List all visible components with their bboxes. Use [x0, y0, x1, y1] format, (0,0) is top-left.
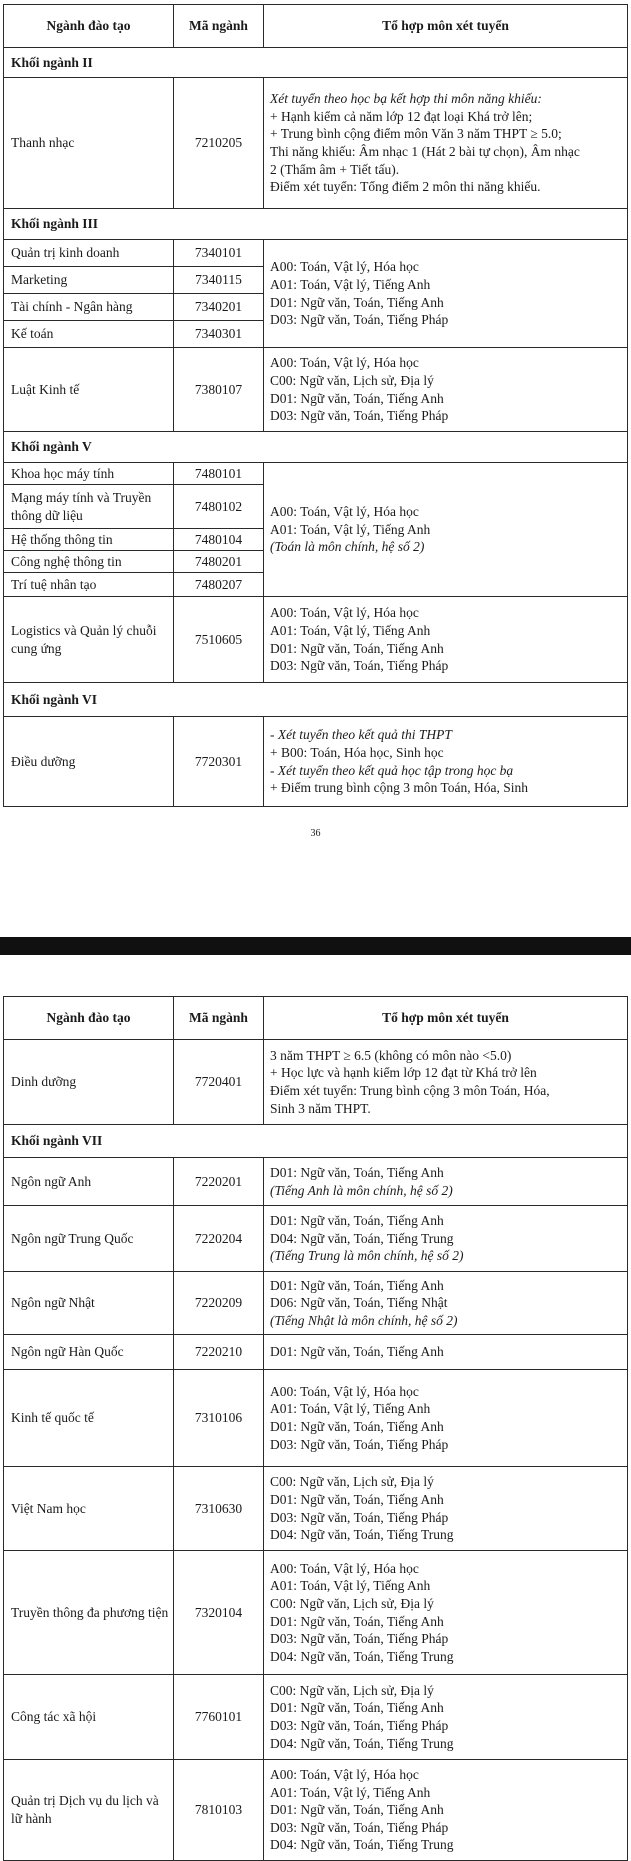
table-row	[4, 1467, 628, 1551]
criteria-line: Thi năng khiếu: Âm nhạc 1 (Hát 2 bài tự chọn), Âm nhạc	[270, 144, 580, 159]
combo-line: D03: Ngữ văn, Toán, Tiếng Pháp	[270, 1509, 449, 1525]
combo-line: A01: Toán, Vật lý, Tiếng Anh	[270, 276, 431, 292]
criteria-line: Điểm xét tuyển: Trung bình cộng 3 môn Toán, Hóa,	[270, 1083, 550, 1098]
combo-note: (Tiếng Anh là môn chính, hệ số 2)	[270, 1182, 453, 1198]
combo-line: D01: Ngữ văn, Toán, Tiếng Anh	[270, 1164, 444, 1180]
header-combination: Tổ hợp môn xét tuyển	[264, 997, 628, 1040]
major-code: 7340115	[174, 267, 264, 294]
table-row	[4, 463, 628, 485]
group-title: Khối ngành VII	[4, 1125, 628, 1158]
criteria-line: + Hạnh kiểm cả năm lớp 12 đạt loại Khá trở lên;	[270, 108, 533, 124]
admission-table-page-36	[3, 4, 628, 807]
combo-line: D01: Ngữ văn, Toán, Tiếng Anh	[270, 1344, 444, 1360]
table-row	[4, 1272, 628, 1335]
major-name: Tài chính - Ngân hàng	[4, 294, 174, 321]
criteria-line: - Xét tuyển theo kết quả học tập trong học bạ	[270, 762, 514, 778]
major-code: 7380107	[174, 348, 264, 432]
group-row	[4, 48, 628, 78]
combo-line: D01: Ngữ văn, Toán, Tiếng Anh	[270, 1613, 444, 1629]
major-code: 7320104	[174, 1551, 264, 1675]
subject-combinations	[264, 1206, 628, 1272]
combo-line: D01: Ngữ văn, Toán, Tiếng Anh	[270, 1419, 444, 1434]
table-row	[4, 1675, 628, 1760]
major-name: Điều dưỡng	[4, 717, 174, 807]
combo-line: A01: Toán, Vật lý, Tiếng Anh	[270, 1401, 431, 1417]
subject-combinations	[264, 348, 628, 432]
group-row	[4, 209, 628, 240]
combo-line: D03: Ngữ văn, Toán, Tiếng Pháp	[270, 408, 449, 424]
table-row	[4, 1040, 628, 1125]
combo-line: D06: Ngữ văn, Toán, Tiếng Nhật	[270, 1295, 448, 1311]
combo-line: D03: Ngữ văn, Toán, Tiếng Pháp	[270, 312, 449, 328]
major-name: Khoa học máy tính	[4, 463, 174, 485]
subject-combinations	[264, 1467, 628, 1551]
major-code: 7810103	[174, 1760, 264, 1861]
combo-line: D04: Ngữ văn, Toán, Tiếng Trung	[270, 1837, 454, 1853]
page-divider	[0, 937, 631, 955]
criteria-line: 2 (Thẩm âm + Tiết tấu).	[270, 161, 400, 177]
table-header-row	[4, 5, 628, 48]
table-row	[4, 1760, 628, 1861]
table-header-row	[4, 997, 628, 1040]
subject-combinations	[264, 1335, 628, 1370]
header-code: Mã ngành	[174, 5, 264, 48]
group-row	[4, 683, 628, 717]
combo-line: D01: Ngữ văn, Toán, Tiếng Anh	[270, 1277, 444, 1293]
criteria-line: + Điểm trung bình cộng 3 môn Toán, Hóa, Sinh	[270, 780, 529, 796]
table-row	[4, 1370, 628, 1467]
major-code: 7310630	[174, 1467, 264, 1551]
combo-line: D03: Ngữ văn, Toán, Tiếng Pháp	[270, 658, 449, 674]
criteria-line: Xét tuyển theo học bạ kết hợp thi môn năng khiếu:	[270, 91, 542, 107]
major-name: Hệ thống thông tin	[4, 529, 174, 551]
subject-combinations	[264, 1370, 628, 1467]
combo-line: A01: Toán, Vật lý, Tiếng Anh	[270, 521, 431, 537]
major-code: 7220204	[174, 1206, 264, 1272]
page-number: 36	[310, 828, 321, 839]
combo-line: A00: Toán, Vật lý, Hóa học	[270, 259, 419, 275]
criteria-line: + Trung bình cộng điểm môn Văn 3 năm THPT ≥ 5.0;	[270, 126, 562, 142]
criteria-line: - Xét tuyển theo kết quả thi THPT	[270, 727, 452, 743]
combo-line: D04: Ngữ văn, Toán, Tiếng Trung	[270, 1230, 454, 1246]
group-title: Khối ngành II	[4, 48, 628, 78]
combo-line: A00: Toán, Vật lý, Hóa học	[270, 504, 419, 520]
combo-line: A01: Toán, Vật lý, Tiếng Anh	[270, 622, 431, 638]
combo-line: A00: Toán, Vật lý, Hóa học	[270, 605, 419, 621]
combo-line: D04: Ngữ văn, Toán, Tiếng Trung	[270, 1735, 454, 1751]
combo-line: C00: Ngữ văn, Lịch sử, Địa lý	[270, 1474, 434, 1490]
table-row	[4, 1551, 628, 1675]
combo-line: D01: Ngữ văn, Toán, Tiếng Anh	[270, 1802, 444, 1818]
combo-line: A01: Toán, Vật lý, Tiếng Anh	[270, 1784, 431, 1800]
subject-combinations	[264, 463, 628, 597]
subject-combinations	[264, 1675, 628, 1760]
major-name: Kế toán	[4, 321, 174, 348]
major-name: Dinh dưỡng	[4, 1040, 174, 1125]
group-row	[4, 1125, 628, 1158]
major-name: Truyền thông đa phương tiện	[4, 1551, 174, 1675]
combo-line: D04: Ngữ văn, Toán, Tiếng Trung	[270, 1527, 454, 1543]
table-row	[4, 348, 628, 432]
combo-line: D01: Ngữ văn, Toán, Tiếng Anh	[270, 294, 444, 310]
combo-note: (Tiếng Trung là môn chính, hệ số 2)	[270, 1248, 464, 1264]
combo-line: A00: Toán, Vật lý, Hóa học	[270, 1560, 419, 1576]
major-name: Ngôn ngữ Anh	[4, 1158, 174, 1206]
major-code: 7340201	[174, 294, 264, 321]
admission-criteria	[264, 1040, 628, 1125]
combo-line: D01: Ngữ văn, Toán, Tiếng Anh	[270, 640, 444, 656]
combo-line: C00: Ngữ văn, Lịch sử, Địa lý	[270, 1595, 434, 1611]
combo-line: C00: Ngữ văn, Lịch sử, Địa lý	[270, 372, 434, 388]
major-code: 7480101	[174, 463, 264, 485]
admission-criteria	[264, 717, 628, 807]
major-code: 7480201	[174, 551, 264, 573]
major-name: Thanh nhạc	[4, 78, 174, 209]
combo-line: D03: Ngữ văn, Toán, Tiếng Pháp	[270, 1819, 449, 1835]
combo-line: D01: Ngữ văn, Toán, Tiếng Anh	[270, 1213, 444, 1229]
criteria-line: Điểm xét tuyển: Tổng điểm 2 môn thi năng khiếu.	[270, 179, 541, 195]
subject-combinations	[264, 240, 628, 348]
major-code: 7340301	[174, 321, 264, 348]
subject-combinations	[264, 1760, 628, 1861]
header-combination: Tổ hợp môn xét tuyển	[264, 5, 628, 48]
table-row	[4, 1158, 628, 1206]
major-name: Ngôn ngữ Trung Quốc	[4, 1206, 174, 1272]
table-row	[4, 1206, 628, 1272]
major-name: Quản trị kinh doanh	[4, 240, 174, 267]
combo-line: A01: Toán, Vật lý, Tiếng Anh	[270, 1578, 431, 1594]
major-name: Logistics và Quản lý chuỗi cung ứng	[4, 597, 174, 683]
combo-line: D01: Ngữ văn, Toán, Tiếng Anh	[270, 1491, 444, 1507]
combo-line: D01: Ngữ văn, Toán, Tiếng Anh	[270, 1700, 444, 1716]
combo-line: D03: Ngữ văn, Toán, Tiếng Pháp	[270, 1631, 449, 1647]
major-code: 7220201	[174, 1158, 264, 1206]
major-code: 7480102	[174, 485, 264, 529]
subject-combinations	[264, 1272, 628, 1335]
major-code: 7760101	[174, 1675, 264, 1760]
combo-line: D03: Ngữ văn, Toán, Tiếng Pháp	[270, 1718, 449, 1733]
major-code: 7310106	[174, 1370, 264, 1467]
combo-line: A00: Toán, Vật lý, Hóa học	[270, 1383, 419, 1399]
group-row	[4, 432, 628, 463]
header-major: Ngành đào tạo	[4, 997, 174, 1040]
subject-combinations	[264, 1158, 628, 1206]
major-name: Quản trị Dịch vụ du lịch và lữ hành	[4, 1760, 174, 1861]
major-name: Công tác xã hội	[4, 1675, 174, 1760]
major-name: Luật Kinh tế	[4, 348, 174, 432]
combo-line: C00: Ngữ văn, Lịch sử, Địa lý	[270, 1682, 434, 1698]
major-name: Công nghệ thông tin	[4, 551, 174, 573]
subject-combinations	[264, 597, 628, 683]
major-code: 7210205	[174, 78, 264, 209]
major-code: 7720401	[174, 1040, 264, 1125]
major-code: 7340101	[174, 240, 264, 267]
major-name: Kinh tế quốc tế	[4, 1370, 174, 1467]
admission-table-page-37	[3, 996, 628, 1861]
table-row	[4, 240, 628, 267]
combo-line: A00: Toán, Vật lý, Hóa học	[270, 355, 419, 371]
major-name: Ngôn ngữ Nhật	[4, 1272, 174, 1335]
major-code: 7480104	[174, 529, 264, 551]
combo-note: (Tiếng Nhật là môn chính, hệ số 2)	[270, 1312, 458, 1328]
combo-line: A00: Toán, Vật lý, Hóa học	[270, 1767, 419, 1783]
subject-combinations	[264, 1551, 628, 1675]
major-code: 7720301	[174, 717, 264, 807]
criteria-line: + Học lực và hạnh kiểm lớp 12 đạt từ Khá trở lên	[270, 1065, 537, 1081]
table-row	[4, 1335, 628, 1370]
major-code: 7220209	[174, 1272, 264, 1335]
major-code: 7480207	[174, 573, 264, 597]
criteria-line: 3 năm THPT ≥ 6.5 (không có môn nào <5.0)	[270, 1047, 512, 1063]
major-code: 7220210	[174, 1335, 264, 1370]
major-code: 7510605	[174, 597, 264, 683]
group-title: Khối ngành III	[4, 209, 628, 240]
table-row	[4, 78, 628, 209]
criteria-line: + B00: Toán, Hóa học, Sinh học	[270, 744, 444, 760]
combo-line: D03: Ngữ văn, Toán, Tiếng Pháp	[270, 1436, 449, 1452]
group-title: Khối ngành V	[4, 432, 628, 463]
header-code: Mã ngành	[174, 997, 264, 1040]
criteria-line: Sinh 3 năm THPT.	[270, 1100, 371, 1116]
major-name: Trí tuệ nhân tạo	[4, 573, 174, 597]
combo-line: D01: Ngữ văn, Toán, Tiếng Anh	[270, 390, 444, 406]
major-name: Marketing	[4, 267, 174, 294]
major-name: Ngôn ngữ Hàn Quốc	[4, 1335, 174, 1370]
combo-line: D04: Ngữ văn, Toán, Tiếng Trung	[270, 1648, 454, 1664]
group-title: Khối ngành VI	[4, 683, 628, 717]
table-row	[4, 717, 628, 807]
combo-note: (Toán là môn chính, hệ số 2)	[270, 539, 425, 555]
major-name: Việt Nam học	[4, 1467, 174, 1551]
table-row	[4, 597, 628, 683]
admission-criteria	[264, 78, 628, 209]
major-name: Mạng máy tính và Truyền thông dữ liệu	[4, 485, 174, 529]
header-major: Ngành đào tạo	[4, 5, 174, 48]
